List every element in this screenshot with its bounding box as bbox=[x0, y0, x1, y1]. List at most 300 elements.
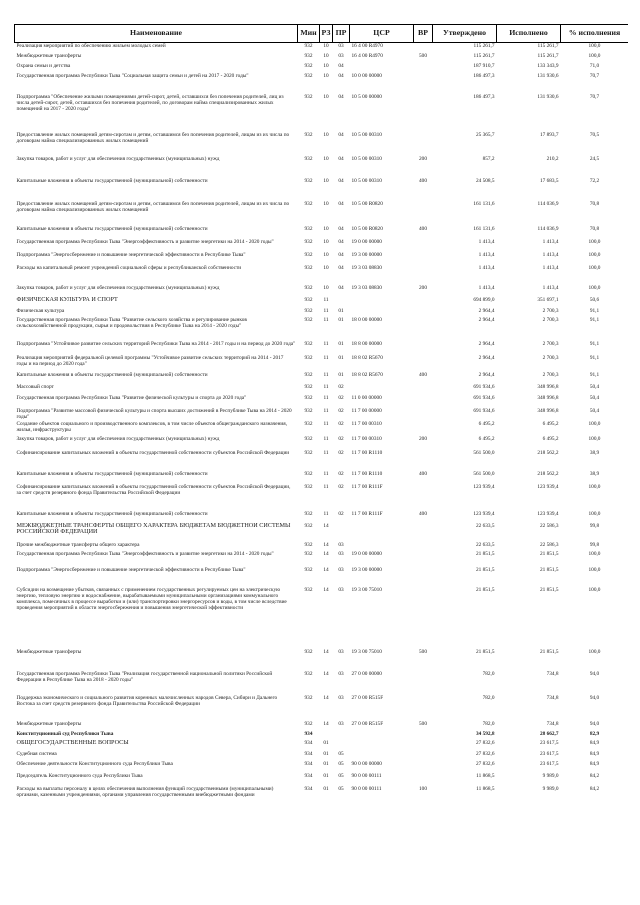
row-percent: 91,1 bbox=[589, 354, 600, 361]
row-percent: 91,1 bbox=[589, 316, 600, 323]
table-row bbox=[15, 156, 629, 178]
row-percent: 50,4 bbox=[589, 407, 600, 414]
row-min: 932 bbox=[304, 449, 313, 456]
row-vr: 500 bbox=[419, 52, 427, 59]
row-rz: 14 bbox=[323, 694, 329, 701]
row-rz: 01 bbox=[323, 785, 329, 792]
row-csr: 19 3 00 75010 bbox=[351, 648, 382, 655]
row-min: 932 bbox=[304, 383, 313, 390]
table-row bbox=[15, 63, 629, 73]
row-approved: 1 413,4 bbox=[478, 284, 495, 291]
table-row bbox=[15, 408, 629, 421]
row-percent: 84,2 bbox=[589, 785, 600, 792]
row-vr: 400 bbox=[419, 225, 427, 232]
row-vr bbox=[414, 551, 433, 567]
row-vr bbox=[414, 308, 433, 317]
row-min: 932 bbox=[304, 586, 313, 593]
row-percent: 100,0 bbox=[588, 52, 601, 59]
row-name: Конституционный суд Республики Тыва bbox=[16, 730, 114, 737]
row-name: Создание объектов социального и производственного комплексов, в том числе объектов общегражданского назначения, жилья, инфраструктуры bbox=[16, 420, 288, 433]
row-csr bbox=[350, 542, 414, 551]
row-percent: 38,9 bbox=[589, 470, 600, 477]
table-row bbox=[15, 761, 629, 773]
row-name: Судебная система bbox=[16, 750, 57, 757]
row-csr: 19 3 00 00000 bbox=[351, 251, 382, 258]
row-name: ФИЗИЧЕСКАЯ КУЛЬТУРА И СПОРТ bbox=[16, 296, 118, 303]
row-csr bbox=[350, 297, 414, 308]
row-percent: 100,0 bbox=[588, 251, 601, 258]
row-min: 932 bbox=[304, 72, 313, 79]
row-percent: 94,0 bbox=[589, 694, 600, 701]
row-executed: 2 700,3 bbox=[542, 316, 559, 323]
row-approved: 21 851,5 bbox=[475, 566, 495, 573]
row-name: Расходы на выплаты персоналу в целях обеспечения выполнения функций государственными (муниципальными) органами, казенными учреждениями, органами управления государственными внебюджетными фондами bbox=[16, 785, 274, 798]
row-pr: 02 bbox=[338, 483, 344, 490]
row-vr: 400 bbox=[419, 371, 427, 378]
row-executed: 123 939,4 bbox=[537, 510, 559, 517]
row-pr: 02 bbox=[338, 470, 344, 477]
row-pr: 02 bbox=[338, 420, 344, 427]
row-vr bbox=[414, 731, 433, 740]
row-name: Государственная программа Республики Тыва "Развитие сельского хозяйства и регулирование рынков сельскохозяйственной продукции, сырья и продовольствия в Республике Тыва на 2014 - 2020 годы" bbox=[16, 316, 247, 329]
row-min: 932 bbox=[304, 550, 313, 557]
row-vr bbox=[414, 671, 433, 695]
row-min: 932 bbox=[304, 670, 313, 677]
row-executed: 734,8 bbox=[546, 720, 559, 727]
row-vr bbox=[414, 484, 433, 511]
row-vr bbox=[414, 239, 433, 252]
row-pr: 02 bbox=[338, 510, 344, 517]
row-csr: 18 8 00 00000 bbox=[351, 340, 382, 347]
row-csr: 90 0 00 00000 bbox=[351, 760, 382, 767]
row-vr bbox=[414, 355, 433, 372]
row-csr bbox=[350, 731, 414, 740]
row-name: Закупка товаров, работ и услуг для обеспечения государственных (муниципальных) нужд bbox=[16, 435, 220, 442]
row-executed: 131 930,6 bbox=[537, 72, 559, 79]
row-rz: 11 bbox=[323, 371, 329, 378]
row-vr bbox=[414, 773, 433, 786]
row-pr: 05 bbox=[338, 750, 344, 757]
row-vr bbox=[414, 94, 433, 132]
row-rz: 11 bbox=[323, 435, 329, 442]
row-min: 932 bbox=[304, 483, 313, 490]
row-pr: 02 bbox=[338, 383, 344, 390]
header-executed: Исполнено bbox=[497, 25, 561, 43]
row-rz: 10 bbox=[323, 238, 329, 245]
row-vr bbox=[414, 132, 433, 156]
row-min: 932 bbox=[304, 435, 313, 442]
row-percent: 100,0 bbox=[588, 648, 601, 655]
row-rz: 10 bbox=[323, 43, 329, 49]
row-vr bbox=[414, 523, 433, 542]
row-name: Подпрограмма "Обеспечение жилыми помещениями детей-сирот, детей, оставшихся без попечения родителей, лиц из числа детей-сирот, детей, оставшихся без попечения родителей, по договорам найма специализированных жилых помещений на 2017 - 2020 годы" bbox=[16, 93, 284, 112]
row-approved: 27 832,6 bbox=[475, 750, 495, 757]
row-name: Государственная программа Республики Тыва "Энергоэффективность и развитие энергетики на 2014 - 2020 годы" bbox=[16, 550, 274, 557]
row-percent: 82,9 bbox=[589, 730, 600, 737]
row-vr bbox=[414, 421, 433, 436]
row-name: Субсидии на возмещение убытков, связанных с применением государственных регулируемых цен на электрическую энергию, тепловую энергию и водоснабжение, вырабатываемыми муниципальными организациями коммунального комплекса, помесячных в процессе выработки и (или) транспортировки энергоресурсов и воды, в том числе вследствие проведения мероприятий в области энергосбережения и повышения энергетической эффективности bbox=[16, 586, 287, 612]
row-percent: 94,0 bbox=[589, 670, 600, 677]
row-csr bbox=[350, 308, 414, 317]
row-name: Закупка товаров, работ и услуг для обеспечения государственных (муниципальных) нужд bbox=[16, 155, 220, 162]
row-csr: 10 5 00 00000 bbox=[351, 93, 382, 100]
row-csr: 10 0 00 00000 bbox=[351, 72, 382, 79]
row-min: 932 bbox=[304, 131, 313, 138]
row-rz: 11 bbox=[323, 420, 329, 427]
row-percent: 50,6 bbox=[589, 296, 600, 303]
table-row bbox=[15, 731, 629, 740]
row-percent: 70,7 bbox=[589, 72, 600, 79]
row-rz: 01 bbox=[323, 739, 329, 746]
table-row bbox=[15, 751, 629, 761]
row-vr: 500 bbox=[419, 648, 427, 655]
row-vr bbox=[414, 761, 433, 773]
row-csr: 10 5 00 00310 bbox=[351, 177, 382, 184]
row-rz: 10 bbox=[323, 284, 329, 291]
row-name: Подпрограмма "Энергосбережение и повышение энергетической эффективности в Республике Тыва" bbox=[16, 566, 246, 573]
row-percent: 100,0 bbox=[588, 566, 601, 573]
row-min: 932 bbox=[304, 52, 313, 59]
row-approved: 25 365,7 bbox=[475, 131, 495, 138]
table-row bbox=[15, 551, 629, 567]
row-rz: 10 bbox=[323, 72, 329, 79]
row-approved: 691 934,6 bbox=[473, 394, 495, 401]
row-approved: 34 592,8 bbox=[475, 730, 495, 737]
row-percent: 100,0 bbox=[588, 43, 601, 49]
row-csr: 16 4 00 R4970 bbox=[351, 43, 383, 49]
row-name: ОБЩЕГОСУДАРСТВЕННЫЕ ВОПРОСЫ bbox=[16, 739, 129, 746]
row-percent: 24,5 bbox=[589, 155, 600, 162]
table-row bbox=[15, 436, 629, 450]
row-min: 932 bbox=[304, 238, 313, 245]
row-min: 932 bbox=[304, 470, 313, 477]
row-csr bbox=[350, 384, 414, 395]
row-pr: 04 bbox=[338, 177, 344, 184]
document-page bbox=[14, 24, 628, 902]
row-executed: 131 930,6 bbox=[537, 93, 559, 100]
row-rz: 11 bbox=[323, 354, 329, 361]
row-csr: 18 0 00 00000 bbox=[351, 316, 382, 323]
row-rz: 11 bbox=[323, 394, 329, 401]
row-csr: 27 0 00 R515F bbox=[351, 720, 384, 727]
row-vr bbox=[414, 201, 433, 226]
row-vr bbox=[414, 297, 433, 308]
row-name: Реализация мероприятий по обеспечению жильем молодых семей bbox=[16, 43, 166, 49]
row-min: 932 bbox=[304, 694, 313, 701]
row-approved: 2 964,4 bbox=[478, 316, 495, 323]
row-pr: 03 bbox=[338, 648, 344, 655]
row-pr: 04 bbox=[338, 225, 344, 232]
row-percent: 100,0 bbox=[588, 284, 601, 291]
table-row bbox=[15, 471, 629, 484]
row-pr: 01 bbox=[338, 307, 344, 314]
row-rz: 11 bbox=[323, 383, 329, 390]
table-row bbox=[15, 511, 629, 523]
row-approved: 123 939,4 bbox=[473, 483, 495, 490]
table-row bbox=[15, 297, 629, 308]
row-min: 932 bbox=[304, 648, 313, 655]
row-min: 932 bbox=[304, 251, 313, 258]
row-approved: 27 832,6 bbox=[475, 760, 495, 767]
row-pr: 05 bbox=[338, 785, 344, 792]
row-rz: 10 bbox=[323, 264, 329, 271]
row-min: 932 bbox=[304, 566, 313, 573]
row-name: Государственная программа Республики Тыва "Реализация государственной национальной политики Российской Федерации в Республике Тыва на 2018 - 2020 годы" bbox=[16, 670, 273, 683]
row-executed: 115 261,7 bbox=[537, 52, 559, 59]
row-approved: 561 500,0 bbox=[473, 449, 495, 456]
row-approved: 24 508,5 bbox=[475, 177, 495, 184]
row-pr: 04 bbox=[338, 93, 344, 100]
header-percent: % исполнения bbox=[561, 25, 629, 43]
row-vr bbox=[414, 450, 433, 471]
row-approved: 161 131,6 bbox=[473, 225, 495, 232]
row-percent: 84,9 bbox=[589, 739, 600, 746]
table-row bbox=[15, 226, 629, 239]
row-min: 934 bbox=[304, 785, 313, 792]
row-min: 932 bbox=[304, 225, 313, 232]
table-row bbox=[15, 132, 629, 156]
row-pr: 04 bbox=[338, 284, 344, 291]
row-executed: 23 617,5 bbox=[539, 750, 559, 757]
row-approved: 186 497,3 bbox=[473, 93, 495, 100]
row-pr: 03 bbox=[338, 550, 344, 557]
row-min: 932 bbox=[304, 720, 313, 727]
row-name: Подпрограмма "Развитие массовой физической культуры и спорта высших достижений в Республике Тыва на 2014 - 2020 годы" bbox=[16, 407, 292, 420]
row-name: Капитальные вложения в объекты государственной (муниципальной) собственности bbox=[16, 470, 208, 477]
row-executed: 6 495,2 bbox=[542, 420, 559, 427]
row-executed: 734,8 bbox=[546, 694, 559, 701]
row-vr: 400 bbox=[419, 470, 427, 477]
row-executed: 348 996,8 bbox=[537, 383, 559, 390]
table-row bbox=[15, 201, 629, 226]
row-rz: 10 bbox=[323, 200, 329, 207]
row-approved: 186 497,3 bbox=[473, 72, 495, 79]
row-approved: 6 495,2 bbox=[478, 420, 495, 427]
row-percent: 84,9 bbox=[589, 750, 600, 757]
row-name: Предоставление жилых помещений детям-сиротам и детям, оставшимся без попечения родителей, лицам из их числа по договорам найма специализированных жилых помещений bbox=[16, 200, 290, 213]
row-csr: 11 7 00 R111F bbox=[351, 483, 383, 490]
row-pr: 03 bbox=[338, 694, 344, 701]
row-vr bbox=[414, 252, 433, 265]
table-row bbox=[15, 285, 629, 297]
row-csr: 11 7 00 R1110 bbox=[351, 449, 383, 456]
row-min: 934 bbox=[304, 739, 313, 746]
row-approved: 27 832,6 bbox=[475, 739, 495, 746]
header-name: Наименование bbox=[15, 25, 298, 43]
row-approved: 782,0 bbox=[482, 720, 495, 727]
table-row bbox=[15, 265, 629, 285]
row-csr: 11 7 00 R1110 bbox=[351, 470, 383, 477]
row-min: 934 bbox=[304, 760, 313, 767]
row-executed: 22 586,3 bbox=[539, 541, 559, 548]
row-pr: 03 bbox=[338, 586, 344, 593]
row-name: Закупка товаров, работ и услуг для обеспечения государственных (муниципальных) нужд bbox=[16, 284, 220, 291]
table-row bbox=[15, 695, 629, 721]
row-pr: 05 bbox=[338, 772, 344, 779]
row-pr bbox=[333, 297, 350, 308]
row-pr: 03 bbox=[338, 52, 344, 59]
row-csr: 19 3 03 08830 bbox=[351, 264, 382, 271]
row-rz: 01 bbox=[323, 750, 329, 757]
row-csr: 19 3 00 00000 bbox=[351, 566, 382, 573]
table-row bbox=[15, 523, 629, 542]
row-vr: 200 bbox=[419, 435, 427, 442]
row-csr bbox=[350, 523, 414, 542]
row-vr bbox=[414, 73, 433, 94]
row-min: 932 bbox=[304, 200, 313, 207]
row-min: 934 bbox=[304, 730, 313, 737]
row-pr: 01 bbox=[338, 316, 344, 323]
row-pr: 01 bbox=[338, 354, 344, 361]
row-csr: 11 7 00 00310 bbox=[351, 420, 382, 427]
row-executed: 17 683,5 bbox=[539, 177, 559, 184]
row-csr bbox=[350, 63, 414, 73]
row-executed: 9 989,0 bbox=[542, 785, 559, 792]
row-vr: 400 bbox=[419, 510, 427, 517]
row-percent: 94,0 bbox=[589, 720, 600, 727]
row-name: Подпрограмма "Устойчивое развитие сельских территорий Республики Тыва на 2014 - 2017 годы и на период до 2020 года" bbox=[16, 340, 296, 347]
row-approved: 691 934,6 bbox=[473, 407, 495, 414]
row-pr: 03 bbox=[338, 43, 344, 49]
row-name: Межбюджетные трансферты bbox=[16, 648, 82, 655]
row-executed: 21 851,5 bbox=[539, 566, 559, 573]
row-name: Межбюджетные трансферты bbox=[16, 720, 82, 727]
row-rz: 11 bbox=[323, 316, 329, 323]
row-min: 932 bbox=[304, 340, 313, 347]
row-approved: 22 633,5 bbox=[475, 522, 495, 529]
row-min: 934 bbox=[304, 750, 313, 757]
row-executed: 23 617,5 bbox=[539, 739, 559, 746]
row-percent: 91,1 bbox=[589, 371, 600, 378]
table-row bbox=[15, 53, 629, 63]
row-pr: 02 bbox=[338, 435, 344, 442]
row-name: Межбюджетные трансферты bbox=[16, 52, 82, 59]
row-csr: 10 5 00 R0820 bbox=[351, 200, 383, 207]
row-approved: 21 851,5 bbox=[475, 586, 495, 593]
row-executed: 123 939,4 bbox=[537, 483, 559, 490]
row-approved: 782,0 bbox=[482, 694, 495, 701]
row-approved: 2 964,4 bbox=[478, 307, 495, 314]
row-vr bbox=[414, 265, 433, 285]
row-min: 932 bbox=[304, 394, 313, 401]
row-vr bbox=[414, 567, 433, 587]
row-approved: 22 633,5 bbox=[475, 541, 495, 548]
row-name: Капитальные вложения в объекты государственной (муниципальной) собственности bbox=[16, 510, 208, 517]
row-rz: 10 bbox=[323, 155, 329, 162]
header-approved: Утверждено bbox=[433, 25, 497, 43]
table-row bbox=[15, 395, 629, 408]
row-pr: 02 bbox=[338, 394, 344, 401]
row-executed: 21 851,5 bbox=[539, 648, 559, 655]
row-approved: 2 964,4 bbox=[478, 340, 495, 347]
row-rz: 14 bbox=[323, 566, 329, 573]
row-percent: 50,4 bbox=[589, 394, 600, 401]
row-approved: 161 131,6 bbox=[473, 200, 495, 207]
row-csr: 10 5 00 R0820 bbox=[351, 225, 383, 232]
row-percent: 70,8 bbox=[589, 225, 600, 232]
row-executed: 133 343,9 bbox=[537, 62, 559, 69]
row-rz: 11 bbox=[323, 296, 329, 303]
row-rz: 10 bbox=[323, 131, 329, 138]
row-name: Софинансирование капитальных вложений в объекты государственной собственности субъектов Российской Федерации, за счет средств резервного фонда Правительства Российской Федерации bbox=[16, 483, 291, 496]
row-csr: 19 0 00 00000 bbox=[351, 238, 382, 245]
row-csr: 90 0 00 00111 bbox=[351, 772, 382, 779]
row-percent: 71,0 bbox=[589, 62, 600, 69]
row-executed: 2 700,3 bbox=[542, 354, 559, 361]
row-min: 932 bbox=[304, 177, 313, 184]
row-percent: 100,0 bbox=[588, 420, 601, 427]
row-min: 932 bbox=[304, 420, 313, 427]
row-approved: 11 868,5 bbox=[476, 785, 495, 792]
table-row bbox=[15, 355, 629, 372]
row-executed: 2 700,3 bbox=[542, 307, 559, 314]
table-row bbox=[15, 542, 629, 551]
header-min: Мин bbox=[298, 25, 320, 43]
row-pr: 03 bbox=[338, 720, 344, 727]
table-row bbox=[15, 671, 629, 695]
table-row bbox=[15, 421, 629, 436]
row-min: 932 bbox=[304, 371, 313, 378]
row-rz: 10 bbox=[323, 52, 329, 59]
row-name: Софинансирование капитальных вложений в объекты государственной собственности субъектов Российской Федерации bbox=[16, 449, 290, 456]
row-name: Массовый спорт bbox=[16, 383, 54, 390]
row-percent: 99,8 bbox=[589, 522, 600, 529]
row-vr bbox=[414, 542, 433, 551]
row-vr bbox=[414, 751, 433, 761]
table-row bbox=[15, 740, 629, 751]
row-approved: 782,0 bbox=[482, 670, 495, 677]
header-rz: РЗ bbox=[320, 25, 333, 43]
row-name: Реализация мероприятий федеральной целевой программы "Устойчивое развитие сельских территорий на 2014 - 2017 годы и на период до 2020 года" bbox=[16, 354, 284, 367]
row-vr: 200 bbox=[419, 155, 427, 162]
row-percent: 100,0 bbox=[588, 483, 601, 490]
row-csr: 10 5 00 00310 bbox=[351, 131, 382, 138]
table-row bbox=[15, 178, 629, 201]
row-approved: 2 964,4 bbox=[478, 371, 495, 378]
row-rz: 10 bbox=[323, 225, 329, 232]
row-name: Поддержка экономического и социального развития коренных малочисленных народов Севера, Сибири и Дальнего Востока за счет средств резервного фонда Правительства Российской Федерации bbox=[16, 694, 278, 707]
row-min: 932 bbox=[304, 155, 313, 162]
row-rz: 14 bbox=[323, 522, 329, 529]
row-csr: 18 8 02 R5670 bbox=[351, 354, 383, 361]
row-percent: 84,2 bbox=[589, 772, 600, 779]
row-executed: 114 036,9 bbox=[537, 225, 559, 232]
table-row bbox=[15, 317, 629, 341]
row-min: 932 bbox=[304, 354, 313, 361]
row-pr: 03 bbox=[338, 541, 344, 548]
row-pr: 04 bbox=[338, 131, 344, 138]
row-rz: 11 bbox=[323, 407, 329, 414]
row-executed: 114 036,9 bbox=[537, 200, 559, 207]
row-name: Прочие межбюджетные трансферты общего характера bbox=[16, 541, 140, 548]
row-csr: 19 0 00 00000 bbox=[351, 550, 382, 557]
row-percent: 70,5 bbox=[589, 131, 600, 138]
row-rz: 14 bbox=[323, 648, 329, 655]
row-csr: 11 0 00 00000 bbox=[351, 394, 382, 401]
row-pr: 01 bbox=[338, 371, 344, 378]
row-csr bbox=[350, 740, 414, 751]
row-approved: 21 851,5 bbox=[475, 550, 495, 557]
row-min: 932 bbox=[304, 62, 313, 69]
row-pr: 03 bbox=[338, 670, 344, 677]
row-csr: 11 7 00 R111F bbox=[351, 510, 383, 517]
row-csr: 11 7 00 00310 bbox=[351, 435, 382, 442]
table-body bbox=[15, 43, 629, 812]
row-csr: 90 0 00 00111 bbox=[351, 785, 382, 792]
row-executed: 1 413,4 bbox=[542, 264, 559, 271]
row-min: 932 bbox=[304, 510, 313, 517]
row-approved: 11 868,5 bbox=[476, 772, 495, 779]
